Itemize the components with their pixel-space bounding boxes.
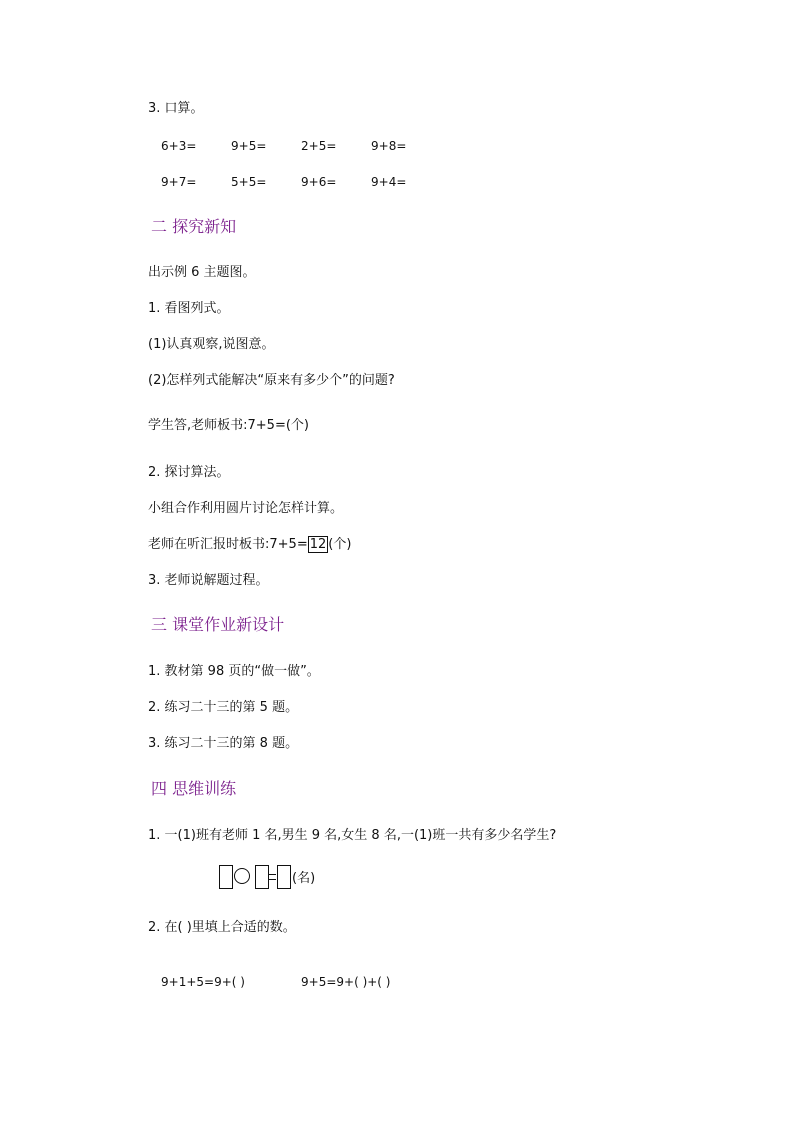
- board-suffix: (个): [328, 537, 352, 552]
- homework-item: 3. 练习二十三的第 8 题。: [148, 736, 299, 751]
- math-cell: 2+5=: [301, 139, 337, 153]
- section-heading-homework: 三 课堂作业新设计: [151, 615, 285, 634]
- math-cell: 9+7=: [161, 175, 197, 189]
- board-prefix: 老师在听汇报时板书:7+5=: [148, 537, 308, 552]
- answer-box: [255, 865, 269, 889]
- section-heading-explore: 二 探究新知: [151, 217, 237, 236]
- math-cell: 5+5=: [231, 175, 267, 189]
- boxed-answer: 12: [309, 537, 327, 552]
- group-discussion: 小组合作利用圆片讨论怎样计算。: [148, 501, 344, 516]
- intro-text: 出示例 6 主题图。: [148, 265, 256, 280]
- answer-box: [219, 865, 233, 889]
- equals-bar: [268, 874, 276, 875]
- thinking-question-2: 2. 在( )里填上合适的数。: [148, 920, 296, 935]
- section-heading-thinking: 四 思维训练: [151, 779, 237, 798]
- student-answer: 学生答,老师板书:7+5=(个): [148, 418, 309, 433]
- board-writing: [148, 536, 351, 553]
- operator-circle: [234, 868, 250, 884]
- answer-box: [277, 865, 291, 889]
- math-cell: 9+5=: [231, 139, 267, 153]
- math-cell: 9+4=: [371, 175, 407, 189]
- homework-item: 2. 练习二十三的第 5 题。: [148, 700, 299, 715]
- mental-math-title: 3. 口算。: [148, 101, 204, 116]
- math-cell: 9+6=: [301, 175, 337, 189]
- fill-blank-2: 9+5=9+( )+( ): [301, 975, 391, 989]
- step-2: 2. 探讨算法。: [148, 465, 230, 480]
- step-1: 1. 看图列式。: [148, 301, 230, 316]
- math-cell: 6+3=: [161, 139, 197, 153]
- thinking-question-1: 1. 一(1)班有老师 1 名,男生 9 名,女生 8 名,一(1)班一共有多少名学生?: [148, 828, 557, 843]
- equals-bar: [268, 879, 276, 880]
- unit-label: (名): [292, 871, 316, 886]
- question-2: (2)怎样列式能解决“原来有多少个”的问题?: [148, 373, 395, 388]
- step-3: 3. 老师说解题过程。: [148, 573, 269, 588]
- fill-blank-1: 9+1+5=9+( ): [161, 975, 245, 989]
- math-cell: 9+8=: [371, 139, 407, 153]
- question-1: (1)认真观察,说图意。: [148, 337, 275, 352]
- homework-item: 1. 教材第 98 页的“做一做”。: [148, 664, 320, 679]
